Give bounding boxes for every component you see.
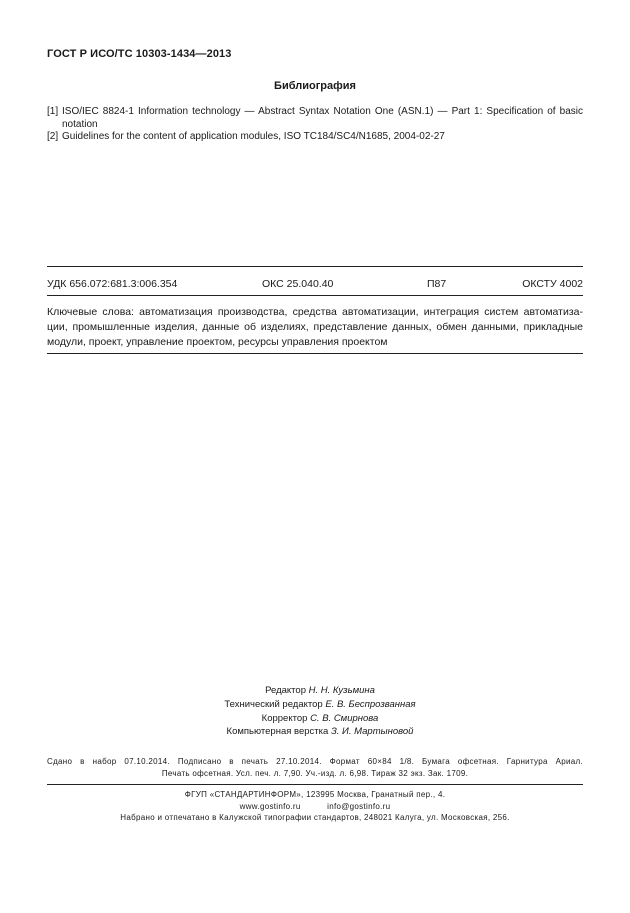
bibliography-item [47, 131, 583, 144]
udk-code: УДК 656.072:681.3:006.354 [47, 278, 178, 290]
publisher-info [47, 789, 583, 824]
keywords-paragraph: Ключевые слова: автоматизация производства, средства автоматизации, интеграция систем автоматиза-ции, промышленные изделия, данные об изделиях, представление данных, обмен данными, прикладные модули, проект, управление проектом, ресурсы управления проектом [47, 306, 583, 348]
staff-name: С. В. Смирнова [310, 712, 379, 724]
divider-middle [47, 295, 583, 296]
editorial-staff [170, 684, 470, 739]
publisher-website: www.gostinfo.ru [239, 801, 301, 811]
staff-role: Редактор [265, 685, 306, 696]
imprint-line-2: Печать офсетная. Усл. печ. л. 7,90. Уч.-изд. л. 6,98. Тираж 32 экз. Зак. 1709. [161, 769, 469, 778]
printer-info: Набрано и отпечатано в Калужской типографии стандартов, 248021 Калуга, ул. Московская, 256. [120, 813, 510, 822]
bibliography-list [47, 106, 583, 144]
bibliography-item [47, 106, 583, 131]
divider-imprint [47, 784, 583, 785]
imprint-line-1: Сдано в набор 07.10.2014. Подписано в печать 27.10.2014. Формат 60×84 1/8. Бумага офсетная. Гарнитура Ариал. [47, 757, 583, 766]
document-header: ГОСТ Р ИСО/ТС 10303-1434—2013 [47, 48, 232, 60]
print-imprint [47, 756, 583, 780]
staff-role: Компьютерная верстка [226, 726, 329, 738]
oks-code: ОКС 25.040.40 [262, 278, 334, 290]
divider-top [47, 266, 583, 267]
staff-name: Е. В. Беспрозванная [325, 698, 416, 710]
publisher-name: ФГУП «СТАНДАРТИНФОРМ», 123995 Москва, Гранатный пер., 4. [184, 790, 446, 799]
bibliography-title: Библиография [274, 80, 356, 92]
staff-line [170, 684, 470, 698]
staff-role: Технический редактор [224, 698, 323, 710]
publisher-email: info@gostinfo.ru [327, 801, 391, 811]
bibliography-item-text: Guidelines for the content of application modules, ISO TC184/SC4/N1685, 2004-02-27 [62, 131, 445, 142]
staff-line [170, 698, 470, 712]
bibliography-item-text: ISO/IEC 8824-1 Information technology — Abstract Syntax Notation One (ASN.1) — Part 1: Specification of basic notation [62, 106, 583, 130]
okstu-code: ОКСТУ 4002 [522, 278, 583, 290]
divider-bottom [47, 353, 583, 354]
bibliography-item-number: [1] [47, 106, 59, 117]
staff-name: Н. Н. Кузьмина [308, 685, 375, 696]
p-code: П87 [427, 278, 447, 290]
publisher-contacts [47, 801, 583, 813]
staff-line [170, 712, 470, 726]
bibliography-item-number: [2] [47, 131, 59, 142]
staff-role: Корректор [261, 712, 308, 724]
staff-line [170, 725, 470, 739]
staff-name: З. И. Мартыновой [330, 726, 414, 738]
